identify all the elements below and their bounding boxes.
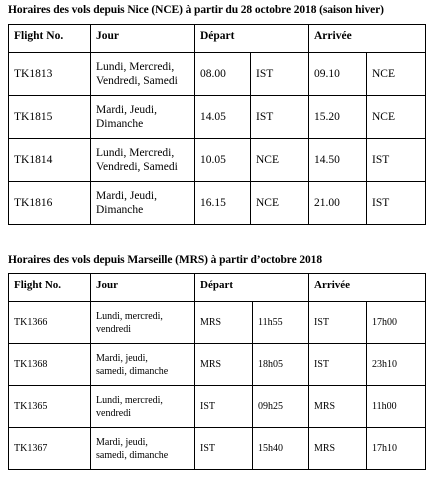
departure-airport: MRS bbox=[195, 302, 253, 344]
departure-time: 15h40 bbox=[253, 428, 309, 470]
departure-airport: NCE bbox=[251, 139, 309, 182]
flight-days-line: Dimanche bbox=[96, 118, 144, 130]
departure-time: 14.05 bbox=[195, 96, 251, 139]
departure-airport: IST bbox=[251, 53, 309, 96]
arrival-time: 23h10 bbox=[367, 344, 426, 386]
arrival-time: 17h00 bbox=[367, 302, 426, 344]
departure-time: 10.05 bbox=[195, 139, 251, 182]
departure-time: 16.15 bbox=[195, 182, 251, 225]
flight-days-line: Mardi, Jeudi, bbox=[96, 190, 158, 202]
flight-number: TK1813 bbox=[9, 53, 91, 96]
flight-days-line: Lundi, Mercredi, bbox=[96, 61, 175, 73]
departure-airport: IST bbox=[195, 428, 253, 470]
departure-airport: NCE bbox=[251, 182, 309, 225]
col-header-flight: Flight No. bbox=[9, 274, 91, 302]
arrival-airport: MRS bbox=[309, 428, 367, 470]
table-row bbox=[9, 53, 426, 96]
flight-days-line: vendredi bbox=[96, 407, 131, 419]
col-header-departure: Départ bbox=[195, 25, 309, 53]
flight-days-line: vendredi bbox=[96, 323, 131, 335]
flight-days-line: samedi, dimanche bbox=[96, 365, 169, 377]
table-row bbox=[9, 428, 426, 470]
departure-time: 11h55 bbox=[253, 302, 309, 344]
arrival-time: 09.10 bbox=[309, 53, 367, 96]
flight-days-line: Mardi, jeudi, bbox=[96, 436, 148, 448]
nice-schedule-heading: Horaires des vols depuis Nice (NCE) à partir du 28 octobre 2018 (saison hiver) bbox=[8, 4, 384, 16]
flight-days-line: Mardi, jeudi, bbox=[96, 352, 148, 364]
col-header-flight: Flight No. bbox=[9, 25, 91, 53]
table-header-row bbox=[9, 274, 426, 302]
flight-number: TK1366 bbox=[9, 302, 91, 344]
table-row bbox=[9, 139, 426, 182]
flight-days bbox=[91, 53, 195, 96]
flight-days-line: Lundi, mercredi, bbox=[96, 310, 163, 322]
arrival-airport: IST bbox=[367, 182, 426, 225]
flight-days bbox=[91, 96, 195, 139]
flight-days-line: Mardi, Jeudi, bbox=[96, 104, 158, 116]
flight-days-line: Vendredi, Samedi bbox=[96, 161, 178, 173]
departure-time: 08.00 bbox=[195, 53, 251, 96]
col-header-arrival: Arrivée bbox=[309, 274, 426, 302]
table-row bbox=[9, 182, 426, 225]
flight-days-line: samedi, dimanche bbox=[96, 449, 169, 461]
marseille-schedule-table bbox=[8, 273, 426, 470]
nice-schedule-table bbox=[8, 24, 426, 225]
flight-number: TK1816 bbox=[9, 182, 91, 225]
arrival-time: 14.50 bbox=[309, 139, 367, 182]
flight-days bbox=[91, 302, 195, 344]
arrival-time: 11h00 bbox=[367, 386, 426, 428]
arrival-airport: IST bbox=[309, 344, 367, 386]
arrival-airport: NCE bbox=[367, 53, 426, 96]
arrival-time: 21.00 bbox=[309, 182, 367, 225]
flight-days bbox=[91, 182, 195, 225]
arrival-airport: IST bbox=[309, 302, 367, 344]
table-row bbox=[9, 96, 426, 139]
flight-days bbox=[91, 344, 195, 386]
flight-days-line: Lundi, Mercredi, bbox=[96, 147, 175, 159]
col-header-day: Jour bbox=[91, 274, 195, 302]
arrival-time: 17h10 bbox=[367, 428, 426, 470]
col-header-day: Jour bbox=[91, 25, 195, 53]
table-row bbox=[9, 386, 426, 428]
arrival-airport: MRS bbox=[309, 386, 367, 428]
table-header-row bbox=[9, 25, 426, 53]
flight-number: TK1815 bbox=[9, 96, 91, 139]
flight-days-line: Dimanche bbox=[96, 204, 144, 216]
departure-time: 18h05 bbox=[253, 344, 309, 386]
marseille-schedule-heading: Horaires des vols depuis Marseille (MRS) à partir d’octobre 2018 bbox=[8, 254, 322, 266]
flight-days bbox=[91, 428, 195, 470]
arrival-airport: NCE bbox=[367, 96, 426, 139]
departure-airport: IST bbox=[251, 96, 309, 139]
table-row bbox=[9, 302, 426, 344]
table-row bbox=[9, 344, 426, 386]
departure-airport: MRS bbox=[195, 344, 253, 386]
flight-number: TK1367 bbox=[9, 428, 91, 470]
flight-days bbox=[91, 386, 195, 428]
flight-number: TK1365 bbox=[9, 386, 91, 428]
arrival-airport: IST bbox=[367, 139, 426, 182]
flight-days-line: Vendredi, Samedi bbox=[96, 75, 178, 87]
col-header-departure: Départ bbox=[195, 274, 309, 302]
flight-number: TK1368 bbox=[9, 344, 91, 386]
flight-days bbox=[91, 139, 195, 182]
departure-airport: IST bbox=[195, 386, 253, 428]
col-header-arrival: Arrivée bbox=[309, 25, 426, 53]
arrival-time: 15.20 bbox=[309, 96, 367, 139]
flight-number: TK1814 bbox=[9, 139, 91, 182]
flight-days-line: Lundi, mercredi, bbox=[96, 394, 163, 406]
departure-time: 09h25 bbox=[253, 386, 309, 428]
